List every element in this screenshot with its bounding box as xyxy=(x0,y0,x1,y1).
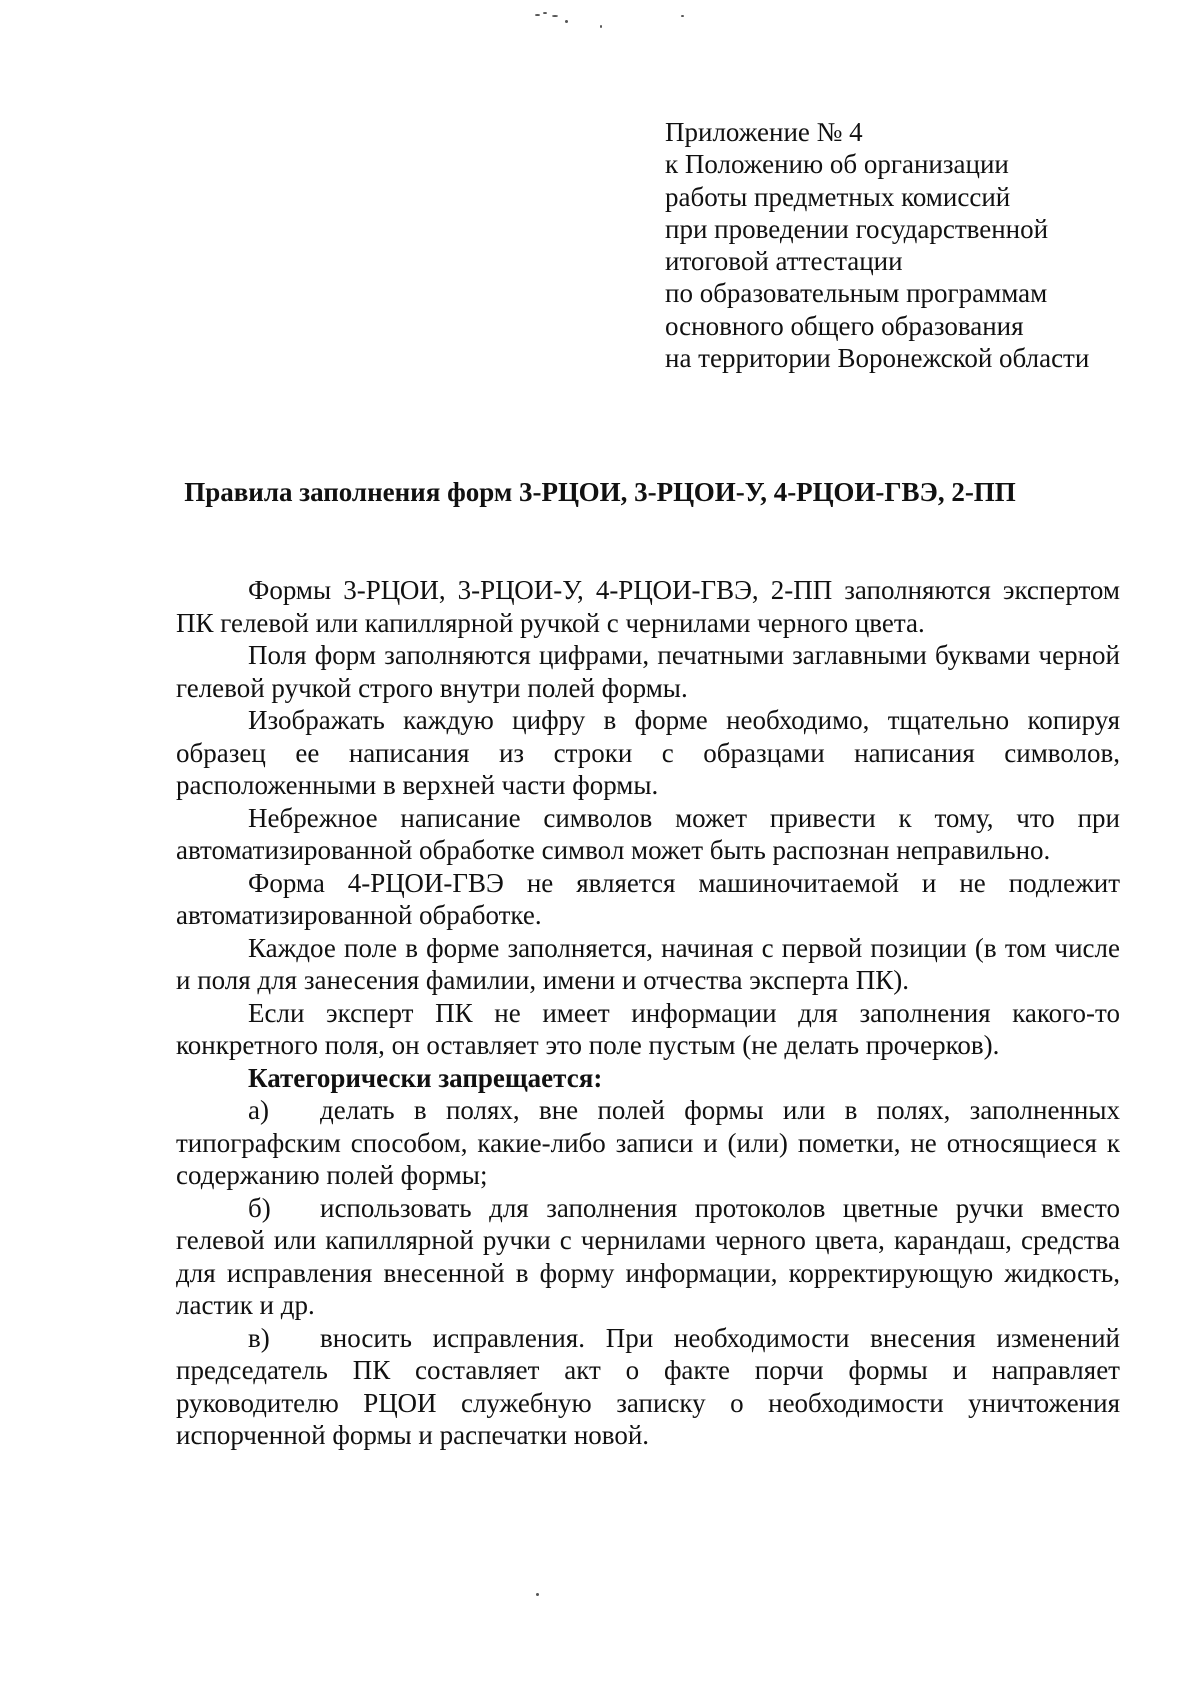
body-paragraph: Изображать каждую цифру в форме необходимо, тщательно копируя образец ее написания из строки с образцами написания символов, расположенными в верхней части формы. xyxy=(176,705,1120,800)
item-marker: б) xyxy=(248,1192,271,1223)
scan-speck xyxy=(536,1593,539,1596)
appendix-line: итоговой аттестации xyxy=(665,246,903,277)
appendix-line: работы предметных комиссий xyxy=(665,181,1011,212)
prohibited-heading: Категорически запрещается: xyxy=(248,1062,603,1093)
item-marker: в) xyxy=(248,1322,270,1353)
appendix-line: на территории Воронежской области xyxy=(665,343,1090,374)
body-paragraph: Каждое поле в форме заполняется, начиная с первой позиции (в том числе и поля для занесения фамилии, имени и отчества эксперта ПК). xyxy=(176,932,1120,995)
scan-speck xyxy=(543,12,547,14)
appendix-line: основного общего образования xyxy=(665,310,1024,341)
body-paragraph: Форма 4-РЦОИ-ГВЭ не является машиночитаемой и не подлежит автоматизированной обработке. xyxy=(176,867,1120,930)
appendix-line: к Положению об организации xyxy=(665,149,1009,180)
appendix-line: по образовательным программам xyxy=(665,278,1048,309)
prohibited-item-b xyxy=(176,1192,1120,1322)
appendix-line: при проведении государственной xyxy=(665,213,1049,244)
scan-speck xyxy=(552,15,558,17)
item-marker: а) xyxy=(248,1095,269,1125)
item-text: делать в полях, вне полей формы или в полях, заполненных типографским способом, какие-либо записи и (или) пометки, не относящиеся к содержанию полей формы; xyxy=(176,1095,1120,1190)
appendix-line: Приложение № 4 xyxy=(665,117,863,147)
body-paragraph: Если эксперт ПК не имеет информации для заполнения какого-то конкретного поля, он оставляет это поле пустым (не делать прочерков). xyxy=(176,997,1120,1060)
scan-speck xyxy=(535,14,540,16)
item-text: вносить исправления. При необходимости внесения изменений председатель ПК составляет акт о факте порчи формы и направляет руководителю РЦОИ служебную записку о необходимости уничтожения испорченной формы и распечатки новой. xyxy=(176,1322,1120,1450)
body-paragraph: Небрежное написание символов может привести к тому, что при автоматизированной обработке символ может быть распознан неправильно. xyxy=(176,802,1120,865)
document-body xyxy=(176,574,1120,1452)
document-title: Правила заполнения форм 3-РЦОИ, 3-РЦОИ-У, 4-РЦОИ-ГВЭ, 2-ПП xyxy=(184,477,1016,507)
appendix-block xyxy=(665,116,1165,374)
item-text: использовать для заполнения протоколов цветные ручки вместо гелевой или капиллярной ручки с чернилами черного цвета, карандаш, средства для исправления внесенной в форму информации, корректирующую жидкость, ластик и др. xyxy=(176,1192,1120,1320)
body-paragraph: Формы 3-РЦОИ, 3-РЦОИ-У, 4-РЦОИ-ГВЭ, 2-ПП заполняются экспертом ПК гелевой или капиллярной ручкой с чернилами черного цвета. xyxy=(176,575,1120,638)
prohibited-item-c xyxy=(176,1322,1120,1452)
scan-speck xyxy=(565,20,568,23)
prohibited-item-a xyxy=(176,1094,1120,1192)
body-paragraph: Поля форм заполняются цифрами, печатными заглавными буквами черной гелевой ручкой строго внутри полей формы. xyxy=(176,640,1120,703)
scan-speck xyxy=(600,25,602,28)
scan-speck xyxy=(681,15,684,17)
